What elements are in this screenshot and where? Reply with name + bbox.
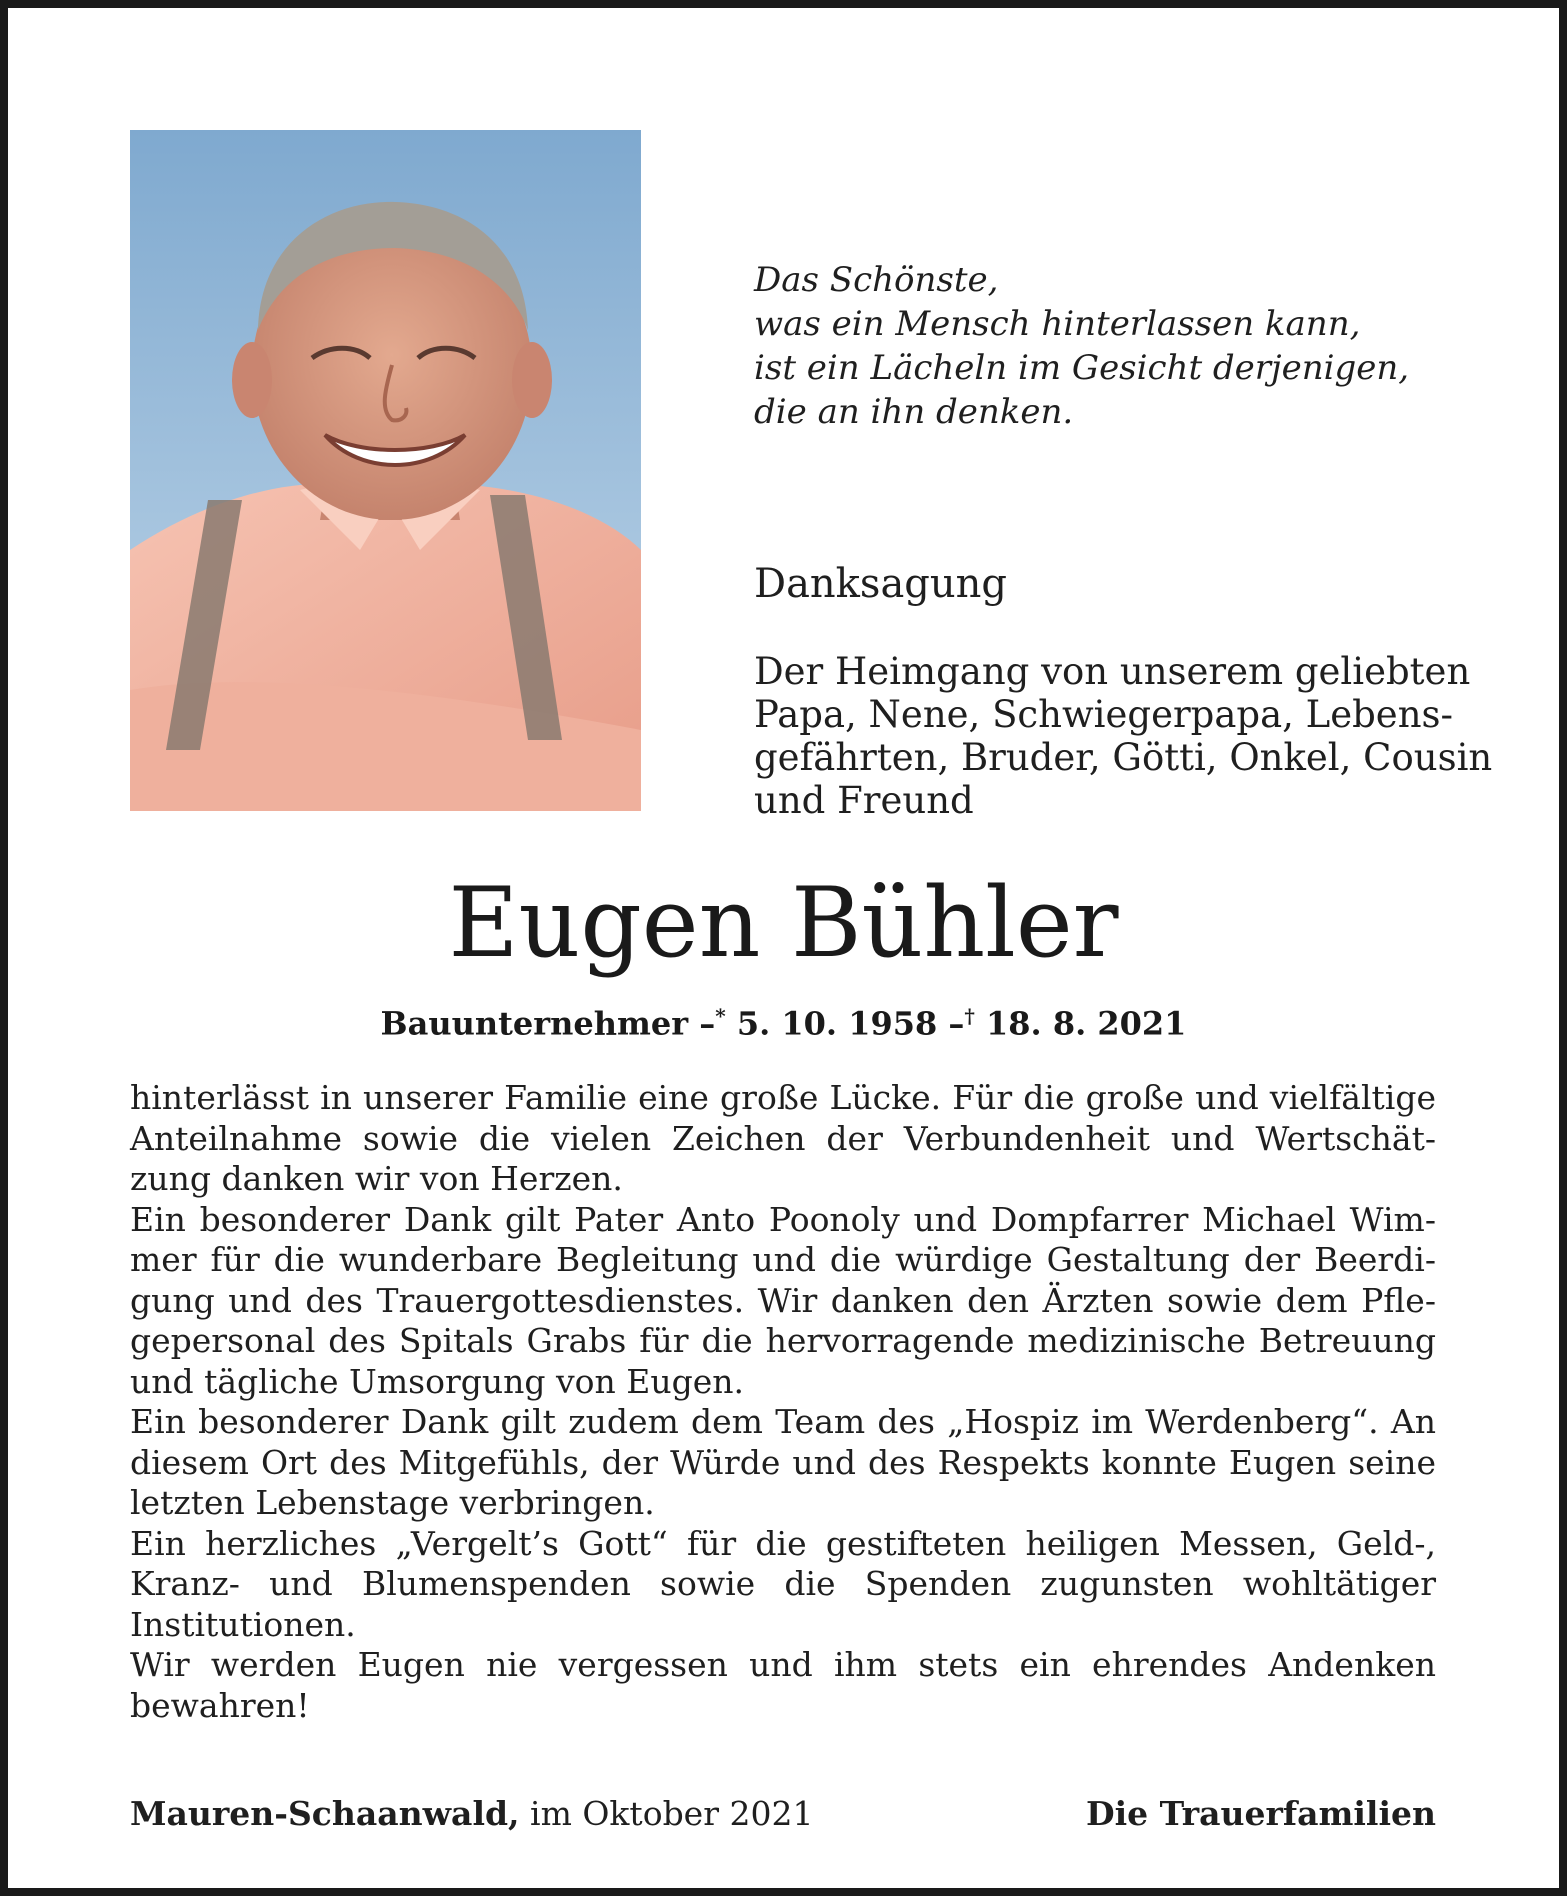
heading-danksagung: Danksagung (754, 561, 1008, 607)
dash: – (699, 1004, 716, 1043)
intro-line: gefährten, Bruder, Götti, Onkel, Cousin (754, 736, 1493, 779)
quote-line: die an ihn denken. (754, 392, 1074, 432)
body-line: Ein besonderer Dank gilt zudem dem Team des „Hospiz im Werdenberg“. An (130, 1402, 1436, 1441)
deceased-name: Eugen Bühler (448, 867, 1119, 979)
footer-place-date (130, 1792, 813, 1836)
body-line: Ein herzliches „Vergelt’s Gott“ für die gestifteten heiligen Messen, Geld-, (130, 1523, 1436, 1563)
paragraph (130, 1200, 1436, 1403)
body-line: und tägliche Umsorgung von Eugen. (130, 1361, 744, 1401)
life-dates (0, 994, 1567, 1046)
body-line: hinterlässt in unserer Familie eine große Lücke. Für die große und vielfältige (130, 1078, 1436, 1117)
body-line: mer für die wunderbare Begleitung und die würdige Gestaltung der Beerdi- (130, 1240, 1436, 1279)
death-date: 18. 8. 2021 (986, 1004, 1187, 1043)
body-line: letzten Lebenstage verbringen. (130, 1483, 655, 1522)
quote-line: Das Schönste, (754, 260, 999, 300)
body-line: Wir werden Eugen nie vergessen und ihm stets ein ehrendes Andenken (130, 1645, 1436, 1684)
body-line: Anteilnahme sowie die vielen Zeichen der Verbundenheit und Wertschät- (130, 1118, 1436, 1158)
body-line: gepersonal des Spitals Grabs für die hervorragende medizinische Betreuung (130, 1321, 1436, 1360)
body-line: Institutionen. (130, 1604, 356, 1644)
body-line: zung danken wir von Herzen. (130, 1159, 623, 1198)
birth-mark: * (715, 1004, 726, 1028)
date: im Oktober 2021 (530, 1794, 814, 1833)
thanks-body (130, 1078, 1436, 1726)
intro-line: Papa, Nene, Schwiegerpapa, Lebens- (754, 693, 1454, 736)
dash: – (948, 1004, 965, 1043)
intro-line: Der Heimgang von unserem geliebten (754, 650, 1471, 693)
body-line: diesem Ort des Mitgefühls, der Würde und des Respekts konnte Eugen seine (130, 1442, 1436, 1482)
body-line: gung und des Trauergottesdienstes. Wir danken den Ärzten sowie dem Pfle- (130, 1280, 1436, 1320)
intro-text (754, 650, 1493, 822)
intro-line: und Freund (754, 779, 974, 822)
body-line: Kranz- und Blumenspenden sowie die Spenden zugunsten wohltätiger (130, 1564, 1436, 1603)
body-line: Ein besonderer Dank gilt Pater Anto Poonoly und Dompfarrer Michael Wim- (130, 1199, 1436, 1239)
memorial-quote (754, 258, 1454, 434)
place: Mauren-Schaanwald, (130, 1794, 520, 1833)
paragraph (130, 1524, 1436, 1646)
paragraph (130, 1645, 1436, 1726)
portrait-illustration (130, 130, 641, 811)
body-line: bewahren! (130, 1685, 310, 1725)
death-mark: † (964, 1004, 975, 1028)
birth-date: 5. 10. 1958 (736, 1004, 938, 1043)
quote-line: was ein Mensch hinterlassen kann, (754, 304, 1361, 344)
quote-line: ist ein Lächeln im Gesicht derjenigen, (754, 348, 1410, 388)
paragraph (130, 1078, 1436, 1200)
profession: Bauunternehmer (380, 1004, 689, 1043)
portrait-photo (130, 130, 641, 811)
paragraph (130, 1402, 1436, 1524)
signature: Die Trauerfamilien (1085, 1794, 1436, 1833)
